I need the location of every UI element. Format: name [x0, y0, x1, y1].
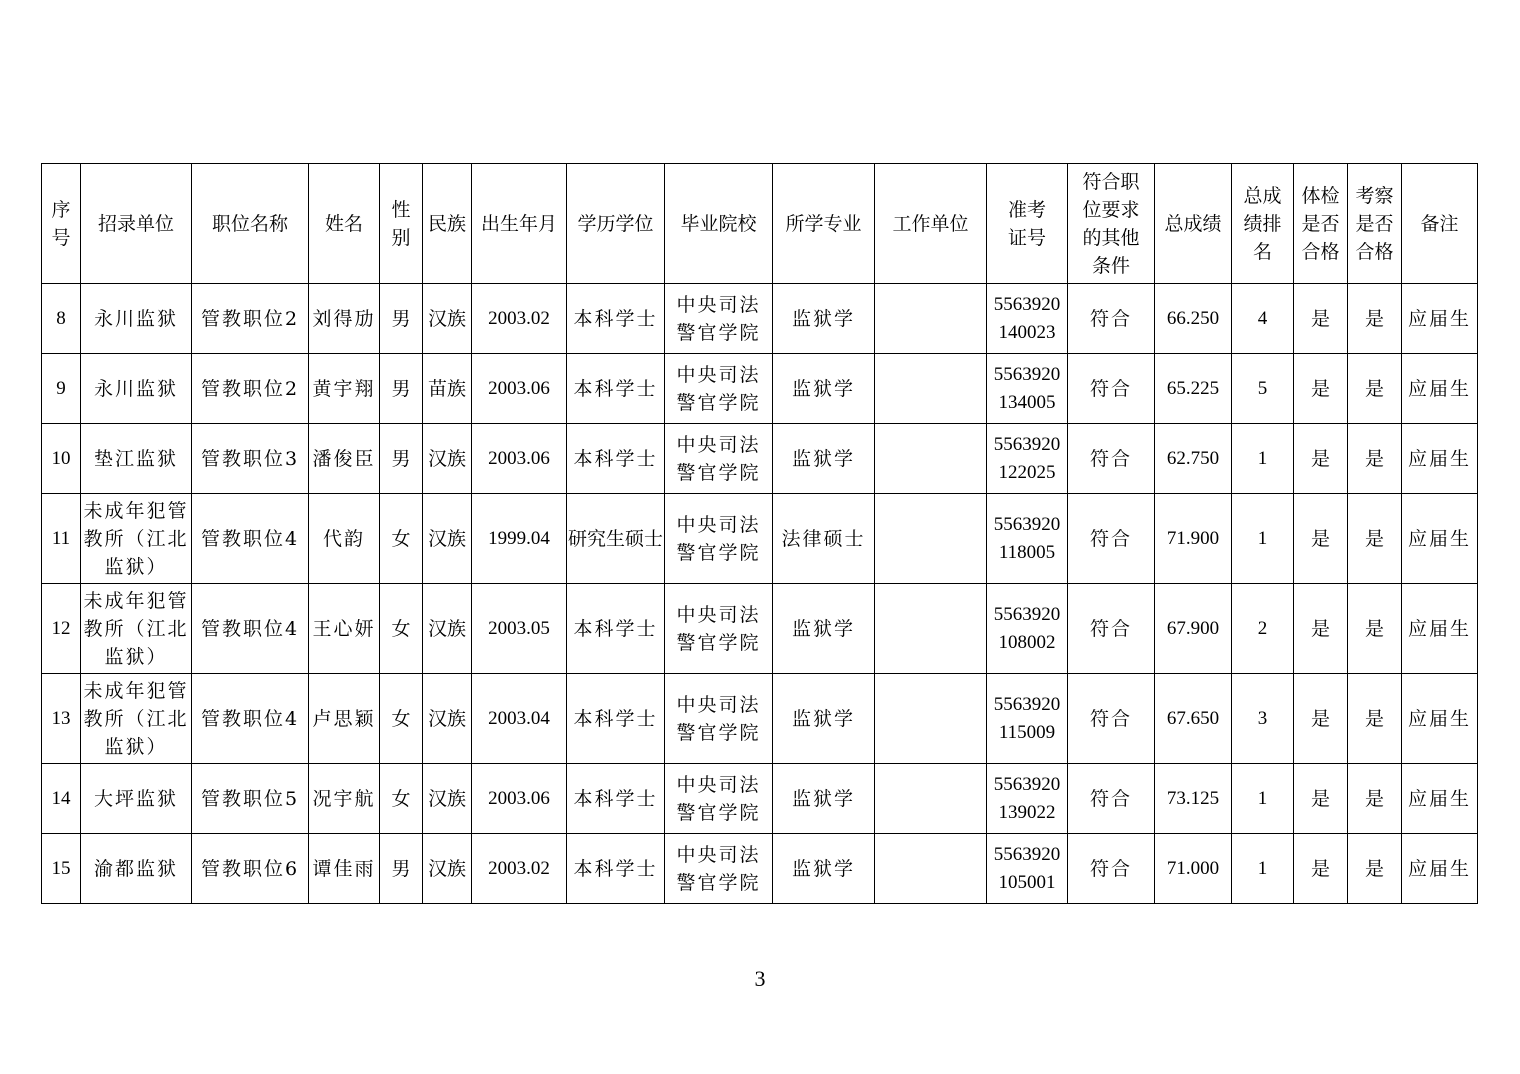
cell-exam-no-line: 140023 — [998, 321, 1056, 343]
header-rank-line: 绩排 — [1243, 212, 1282, 235]
cell-physical: 是 — [1294, 764, 1348, 834]
header-inspect-line: 考察 — [1355, 184, 1394, 207]
cell-major: 监狱学 — [773, 674, 875, 764]
header-gender-line: 别 — [391, 226, 411, 249]
cell-exam-no-line: 5563920 — [993, 363, 1061, 385]
header-exam-no-line: 准考 — [1007, 198, 1046, 221]
cell-score: 71.900 — [1155, 494, 1232, 584]
cell-unit-line: 渝都监狱 — [93, 857, 178, 880]
cell-conditions: 符合 — [1068, 834, 1155, 904]
table-row — [42, 354, 1478, 424]
header-conditions-line: 位要求 — [1082, 198, 1140, 221]
cell-inspect: 是 — [1348, 424, 1402, 494]
cell-exam-no-line: 5563920 — [993, 293, 1061, 315]
cell-conditions: 符合 — [1068, 674, 1155, 764]
cell-unit-line: 永川监狱 — [93, 377, 178, 400]
cell-position: 管教职位2 — [192, 354, 309, 424]
cell-name: 况宇航 — [309, 764, 380, 834]
header-score: 总成绩 — [1155, 164, 1232, 284]
cell-seq: 9 — [42, 354, 81, 424]
cell-note: 应届生 — [1402, 354, 1478, 424]
cell-position: 管教职位4 — [192, 674, 309, 764]
cell-rank: 4 — [1232, 284, 1294, 354]
cell-seq: 10 — [42, 424, 81, 494]
header-conditions — [1068, 164, 1155, 284]
header-birth: 出生年月 — [472, 164, 567, 284]
cell-name: 王心妍 — [309, 584, 380, 674]
cell-physical: 是 — [1294, 354, 1348, 424]
cell-inspect: 是 — [1348, 834, 1402, 904]
cell-rank: 1 — [1232, 764, 1294, 834]
cell-gender: 男 — [380, 354, 423, 424]
header-major: 所学专业 — [773, 164, 875, 284]
cell-inspect: 是 — [1348, 494, 1402, 584]
cell-school-line: 警官学院 — [676, 321, 761, 344]
cell-score: 66.250 — [1155, 284, 1232, 354]
cell-school-line: 中央司法 — [676, 603, 761, 626]
header-school: 毕业院校 — [665, 164, 773, 284]
cell-name: 谭佳雨 — [309, 834, 380, 904]
header-exam-no — [987, 164, 1068, 284]
cell-score: 62.750 — [1155, 424, 1232, 494]
cell-unit-line: 未成年犯管 — [83, 679, 189, 702]
cell-seq: 11 — [42, 494, 81, 584]
cell-note: 应届生 — [1402, 284, 1478, 354]
cell-score: 71.000 — [1155, 834, 1232, 904]
cell-name: 黄宇翔 — [309, 354, 380, 424]
cell-unit — [81, 584, 192, 674]
cell-degree: 本科学士 — [567, 354, 665, 424]
cell-conditions: 符合 — [1068, 284, 1155, 354]
cell-school-line: 中央司法 — [676, 293, 761, 316]
cell-rank: 3 — [1232, 674, 1294, 764]
header-seq-line: 序 — [51, 198, 71, 221]
cell-school-line: 中央司法 — [676, 773, 761, 796]
cell-degree: 本科学士 — [567, 834, 665, 904]
cell-position: 管教职位3 — [192, 424, 309, 494]
cell-gender: 男 — [380, 284, 423, 354]
cell-exam-no — [987, 424, 1068, 494]
cell-ethnicity: 汉族 — [423, 584, 472, 674]
header-seq-line: 号 — [51, 226, 71, 249]
cell-exam-no-line: 5563920 — [993, 693, 1061, 715]
cell-conditions: 符合 — [1068, 584, 1155, 674]
cell-note: 应届生 — [1402, 584, 1478, 674]
cell-rank: 1 — [1232, 424, 1294, 494]
header-note: 备注 — [1402, 164, 1478, 284]
header-inspect — [1348, 164, 1402, 284]
cell-unit — [81, 354, 192, 424]
cell-exam-no-line: 5563920 — [993, 773, 1061, 795]
cell-exam-no-line: 5563920 — [993, 603, 1061, 625]
cell-work — [875, 674, 987, 764]
header-physical-line: 体检 — [1301, 184, 1340, 207]
cell-unit — [81, 764, 192, 834]
cell-school — [665, 354, 773, 424]
cell-school-line: 中央司法 — [676, 693, 761, 716]
cell-school-line: 警官学院 — [676, 721, 761, 744]
cell-ethnicity: 汉族 — [423, 834, 472, 904]
cell-school-line: 警官学院 — [676, 801, 761, 824]
header-degree: 学历学位 — [567, 164, 665, 284]
cell-ethnicity: 汉族 — [423, 424, 472, 494]
cell-inspect: 是 — [1348, 354, 1402, 424]
cell-conditions: 符合 — [1068, 354, 1155, 424]
cell-unit-line: 未成年犯管 — [83, 499, 189, 522]
cell-score: 65.225 — [1155, 354, 1232, 424]
cell-major: 监狱学 — [773, 424, 875, 494]
cell-unit-line: 永川监狱 — [93, 307, 178, 330]
cell-rank: 2 — [1232, 584, 1294, 674]
cell-work — [875, 764, 987, 834]
cell-exam-no-line: 134005 — [998, 391, 1056, 413]
cell-name: 潘俊臣 — [309, 424, 380, 494]
cell-unit — [81, 674, 192, 764]
header-ethnicity: 民族 — [423, 164, 472, 284]
cell-school-line: 中央司法 — [676, 843, 761, 866]
cell-unit-line: 监狱） — [104, 645, 168, 668]
cell-exam-no-line: 5563920 — [993, 513, 1061, 535]
cell-school-line: 中央司法 — [676, 513, 761, 536]
header-exam-no-line: 证号 — [1007, 226, 1046, 249]
cell-unit — [81, 424, 192, 494]
cell-physical: 是 — [1294, 674, 1348, 764]
cell-gender: 女 — [380, 764, 423, 834]
cell-school-line: 警官学院 — [676, 631, 761, 654]
page-number: 3 — [754, 966, 766, 991]
table-row — [42, 674, 1478, 764]
cell-unit — [81, 834, 192, 904]
cell-physical: 是 — [1294, 834, 1348, 904]
cell-school-line: 警官学院 — [676, 871, 761, 894]
cell-seq: 8 — [42, 284, 81, 354]
cell-unit-line: 监狱） — [104, 555, 168, 578]
table-row — [42, 424, 1478, 494]
table-row — [42, 284, 1478, 354]
cell-unit — [81, 494, 192, 584]
cell-degree: 本科学士 — [567, 424, 665, 494]
cell-ethnicity: 汉族 — [423, 284, 472, 354]
cell-ethnicity: 汉族 — [423, 764, 472, 834]
cell-score: 73.125 — [1155, 764, 1232, 834]
candidate-table — [41, 163, 1478, 904]
cell-exam-no — [987, 674, 1068, 764]
cell-exam-no-line: 5563920 — [993, 433, 1061, 455]
header-unit: 招录单位 — [81, 164, 192, 284]
table-row — [42, 584, 1478, 674]
cell-rank: 5 — [1232, 354, 1294, 424]
header-rank-line: 总成 — [1243, 184, 1282, 207]
cell-school-line: 警官学院 — [676, 541, 761, 564]
cell-major: 监狱学 — [773, 284, 875, 354]
cell-physical: 是 — [1294, 584, 1348, 674]
cell-inspect: 是 — [1348, 284, 1402, 354]
table-row — [42, 764, 1478, 834]
header-rank-line: 名 — [1252, 240, 1272, 263]
cell-conditions: 符合 — [1068, 764, 1155, 834]
cell-ethnicity: 汉族 — [423, 494, 472, 584]
cell-inspect: 是 — [1348, 674, 1402, 764]
cell-work — [875, 834, 987, 904]
header-inspect-line: 合格 — [1355, 240, 1394, 263]
cell-unit-line: 垫江监狱 — [93, 447, 178, 470]
cell-note: 应届生 — [1402, 834, 1478, 904]
cell-exam-no-line: 122025 — [998, 461, 1056, 483]
header-work: 工作单位 — [875, 164, 987, 284]
cell-major: 法律硕士 — [773, 494, 875, 584]
cell-note: 应届生 — [1402, 674, 1478, 764]
cell-school-line: 警官学院 — [676, 461, 761, 484]
cell-degree: 本科学士 — [567, 584, 665, 674]
cell-position: 管教职位4 — [192, 584, 309, 674]
cell-position: 管教职位4 — [192, 494, 309, 584]
cell-birth: 2003.04 — [472, 674, 567, 764]
header-row — [42, 164, 1478, 284]
cell-physical: 是 — [1294, 284, 1348, 354]
cell-work — [875, 284, 987, 354]
cell-gender: 男 — [380, 424, 423, 494]
cell-birth: 1999.04 — [472, 494, 567, 584]
header-gender — [380, 164, 423, 284]
cell-inspect: 是 — [1348, 584, 1402, 674]
cell-major: 监狱学 — [773, 584, 875, 674]
header-position: 职位名称 — [192, 164, 309, 284]
header-rank — [1232, 164, 1294, 284]
cell-name: 代韵 — [309, 494, 380, 584]
cell-school — [665, 284, 773, 354]
cell-note: 应届生 — [1402, 764, 1478, 834]
cell-exam-no-line: 5563920 — [993, 843, 1061, 865]
cell-exam-no — [987, 764, 1068, 834]
cell-major: 监狱学 — [773, 354, 875, 424]
cell-exam-no-line: 118005 — [998, 541, 1056, 563]
cell-exam-no — [987, 354, 1068, 424]
cell-name: 卢思颖 — [309, 674, 380, 764]
cell-school-line: 中央司法 — [676, 363, 761, 386]
cell-position: 管教职位6 — [192, 834, 309, 904]
cell-school — [665, 584, 773, 674]
header-conditions-line: 条件 — [1091, 254, 1130, 277]
cell-physical: 是 — [1294, 494, 1348, 584]
cell-position: 管教职位5 — [192, 764, 309, 834]
cell-school — [665, 424, 773, 494]
cell-physical: 是 — [1294, 424, 1348, 494]
cell-name: 刘得劢 — [309, 284, 380, 354]
cell-unit-line: 监狱） — [104, 735, 168, 758]
header-conditions-line: 的其他 — [1082, 226, 1140, 249]
table-row — [42, 834, 1478, 904]
cell-ethnicity: 汉族 — [423, 674, 472, 764]
cell-seq: 12 — [42, 584, 81, 674]
cell-seq: 14 — [42, 764, 81, 834]
cell-birth: 2003.05 — [472, 584, 567, 674]
cell-conditions: 符合 — [1068, 494, 1155, 584]
cell-exam-no-line: 108002 — [998, 631, 1056, 653]
header-physical-line: 是否 — [1301, 212, 1340, 235]
cell-unit-line: 教所（江北 — [83, 707, 189, 730]
cell-exam-no — [987, 494, 1068, 584]
cell-conditions: 符合 — [1068, 424, 1155, 494]
cell-gender: 女 — [380, 494, 423, 584]
cell-work — [875, 354, 987, 424]
cell-exam-no — [987, 584, 1068, 674]
cell-gender: 女 — [380, 674, 423, 764]
cell-unit — [81, 284, 192, 354]
cell-birth: 2003.06 — [472, 354, 567, 424]
cell-unit-line: 教所（江北 — [83, 617, 189, 640]
cell-unit-line: 大坪监狱 — [93, 787, 178, 810]
cell-seq: 15 — [42, 834, 81, 904]
cell-score: 67.650 — [1155, 674, 1232, 764]
cell-work — [875, 494, 987, 584]
cell-degree: 研究生硕士 — [567, 494, 665, 584]
cell-unit-line: 未成年犯管 — [83, 589, 189, 612]
header-name: 姓名 — [309, 164, 380, 284]
cell-position: 管教职位2 — [192, 284, 309, 354]
cell-degree: 本科学士 — [567, 284, 665, 354]
cell-exam-no — [987, 284, 1068, 354]
cell-gender: 女 — [380, 584, 423, 674]
cell-major: 监狱学 — [773, 834, 875, 904]
cell-score: 67.900 — [1155, 584, 1232, 674]
cell-gender: 男 — [380, 834, 423, 904]
cell-work — [875, 424, 987, 494]
cell-exam-no-line: 105001 — [998, 871, 1056, 893]
cell-rank: 1 — [1232, 494, 1294, 584]
header-gender-line: 性 — [391, 198, 411, 221]
cell-school-line: 警官学院 — [676, 391, 761, 414]
header-seq — [42, 164, 81, 284]
cell-note: 应届生 — [1402, 494, 1478, 584]
cell-exam-no — [987, 834, 1068, 904]
cell-work — [875, 584, 987, 674]
cell-rank: 1 — [1232, 834, 1294, 904]
cell-birth: 2003.02 — [472, 284, 567, 354]
cell-seq: 13 — [42, 674, 81, 764]
cell-birth: 2003.06 — [472, 424, 567, 494]
cell-note: 应届生 — [1402, 424, 1478, 494]
cell-degree: 本科学士 — [567, 674, 665, 764]
header-physical — [1294, 164, 1348, 284]
cell-birth: 2003.06 — [472, 764, 567, 834]
table-row — [42, 494, 1478, 584]
cell-birth: 2003.02 — [472, 834, 567, 904]
cell-school-line: 中央司法 — [676, 433, 761, 456]
cell-exam-no-line: 139022 — [998, 801, 1056, 823]
cell-school — [665, 674, 773, 764]
cell-exam-no-line: 115009 — [998, 721, 1056, 743]
cell-unit-line: 教所（江北 — [83, 527, 189, 550]
cell-degree: 本科学士 — [567, 764, 665, 834]
header-conditions-line: 符合职 — [1082, 170, 1140, 193]
cell-ethnicity: 苗族 — [423, 354, 472, 424]
cell-school — [665, 764, 773, 834]
header-physical-line: 合格 — [1301, 240, 1340, 263]
cell-major: 监狱学 — [773, 764, 875, 834]
header-inspect-line: 是否 — [1355, 212, 1394, 235]
cell-inspect: 是 — [1348, 764, 1402, 834]
cell-school — [665, 834, 773, 904]
cell-school — [665, 494, 773, 584]
